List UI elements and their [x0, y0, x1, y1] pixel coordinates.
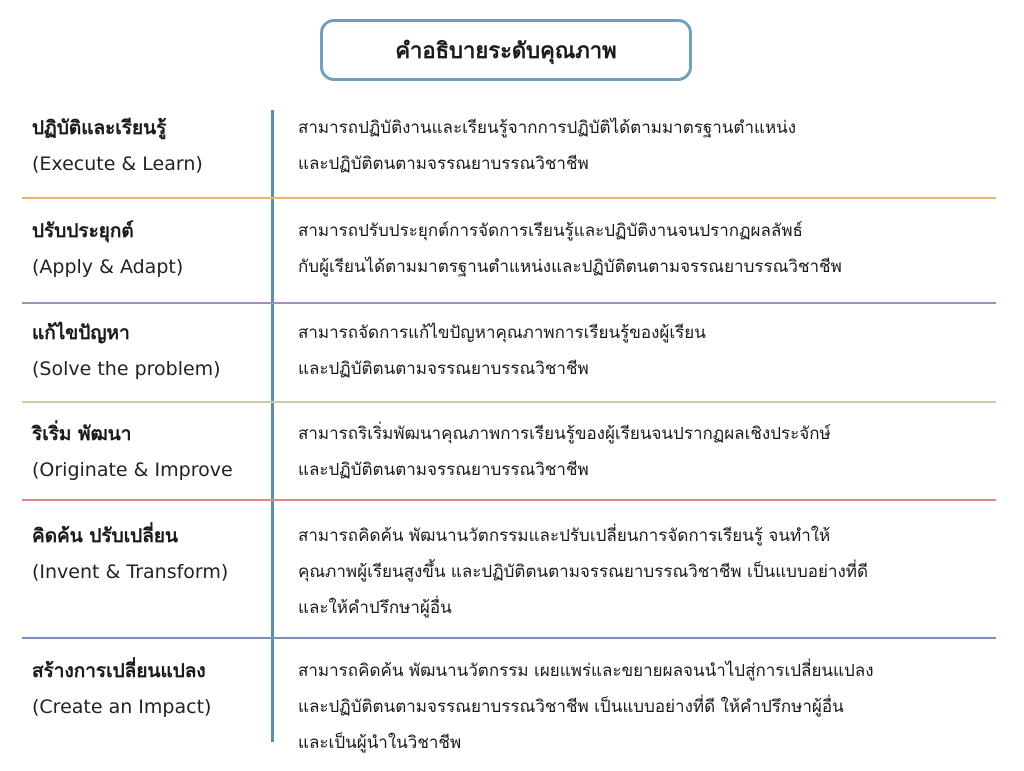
- description-line: สามารถปฏิบัติงานและเรียนรู้จากการปฏิบัติได้ตามมาตรฐานตำแหน่ง: [298, 118, 797, 138]
- description-line: และเป็นผู้นำในวิชาชีพ: [298, 733, 462, 753]
- description-line: และปฏิบัติตนตามจรรณยาบรรณวิชาชีพ: [298, 359, 589, 379]
- description-line: สามารถจัดการแก้ไขปัญหาคุณภาพการเรียนรู้ของผู้เรียน: [298, 323, 706, 343]
- description-line: กับผู้เรียนได้ตามมาตรฐานตำแหน่งและปฏิบัติตนตามจรรณยาบรรณวิชาชีพ: [298, 257, 842, 277]
- level-name-thai: แก้ไขปัญหา: [32, 322, 130, 344]
- description-line: และปฏิบัติตนตามจรรณยาบรรณวิชาชีพ: [298, 460, 589, 480]
- level-name-thai: คิดค้น ปรับเปลี่ยน: [32, 525, 179, 547]
- description-line: และให้คำปรึกษาผู้อื่น: [298, 598, 452, 618]
- description-line: สามารถคิดค้น พัฒนานวัตกรรมและปรับเปลี่ยนการจัดการเรียนรู้ จนทำให้: [298, 526, 831, 546]
- level-description: [298, 110, 998, 182]
- column-divider: [271, 110, 274, 742]
- row-divider: [22, 637, 996, 639]
- description-line: คุณภาพผู้เรียนสูงขึ้น และปฏิบัติตนตามจรรณยาบรรณวิชาชีพ เป็นแบบอย่างที่ดี: [298, 562, 869, 582]
- level-name-english: (Solve the problem): [32, 358, 221, 380]
- row-divider: [22, 401, 996, 403]
- description-line: สามารถปรับประยุกต์การจัดการเรียนรู้และปฏิบัติงานจนปรากฏผลลัพธ์: [298, 221, 803, 241]
- level-name-thai: ริเริ่ม พัฒนา: [32, 423, 132, 445]
- page-title: คำอธิบายระดับคุณภาพ: [320, 19, 692, 81]
- level-name-thai: ปฏิบัติและเรียนรู้: [32, 117, 167, 139]
- level-name: [32, 213, 262, 285]
- description-line: สามารถริเริ่มพัฒนาคุณภาพการเรียนรู้ของผู้เรียนจนปรากฏผลเชิงประจักษ์: [298, 424, 831, 444]
- level-name-english: (Create an Impact): [32, 696, 212, 718]
- level-description: [298, 653, 998, 761]
- level-name-english: (Originate & Improve: [32, 459, 233, 481]
- level-name-thai: สร้างการเปลี่ยนแปลง: [32, 660, 206, 682]
- description-line: สามารถคิดค้น พัฒนานวัตกรรม เผยแพร่และขยายผลจนนำไปสู่การเปลี่ยนแปลง: [298, 661, 874, 681]
- row-divider: [22, 197, 996, 199]
- row-divider: [22, 499, 996, 501]
- level-name: [32, 518, 262, 590]
- description-line: และปฏิบัติตนตามจรรณยาบรรณวิชาชีพ เป็นแบบอย่างที่ดี ให้คำปรึกษาผู้อื่น: [298, 697, 844, 717]
- level-description: [298, 416, 998, 488]
- description-line: และปฏิบัติตนตามจรรณยาบรรณวิชาชีพ: [298, 154, 589, 174]
- level-name-english: (Apply & Adapt): [32, 256, 184, 278]
- level-description: [298, 315, 998, 387]
- level-description: [298, 213, 998, 285]
- level-name: [32, 315, 262, 387]
- level-name: [32, 110, 262, 182]
- level-name-english: (Invent & Transform): [32, 561, 229, 583]
- level-name-english: (Execute & Learn): [32, 153, 203, 175]
- level-name: [32, 416, 262, 488]
- level-description: [298, 518, 998, 626]
- row-divider: [22, 302, 996, 304]
- level-name-thai: ปรับประยุกต์: [32, 220, 134, 242]
- level-name: [32, 653, 262, 725]
